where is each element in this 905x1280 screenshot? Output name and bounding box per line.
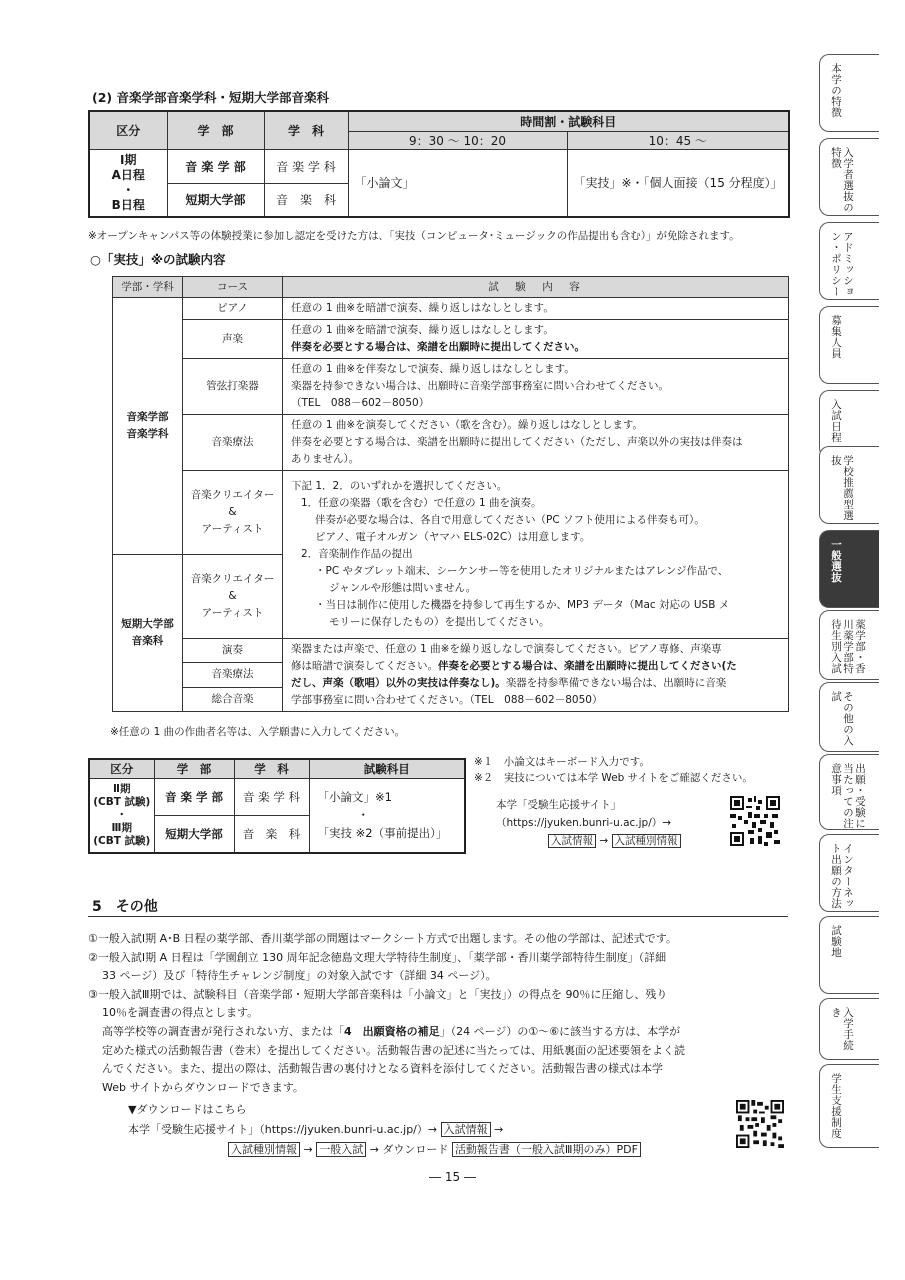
period-cell: Ⅰ期 A日程 ・ B日程: [89, 149, 167, 217]
course-creator-music: 音楽クリエイター & アーティスト: [183, 471, 283, 555]
tab-pharmacy-scholarship[interactable]: 薬学部・香川薬学部特待生別入試: [819, 610, 879, 680]
section-5-title: 5 その他: [92, 899, 158, 915]
link-exam-type-info-2[interactable]: 入試種別情報: [228, 1142, 300, 1157]
content-winds: 任意の 1 曲※を伴奏なしで演奏、繰り返しはなしとします。 楽器を持参できない場合は、出願時に音楽学部事務室に問い合わせてください。 （TEL 088－602－8050）: [283, 359, 789, 415]
practical-content-table: [112, 276, 789, 712]
period-cell-cbt: Ⅱ期 (CBT 試験) ・ Ⅲ期 (CBT 試験): [89, 779, 154, 853]
course-vocal: 声楽: [183, 320, 283, 359]
link-exam-info-2[interactable]: 入試情報: [441, 1122, 491, 1137]
tab-student-support[interactable]: 学生支援制度: [819, 1064, 879, 1148]
side-tabs: [819, 54, 905, 1174]
header-dept: 学部・学科: [113, 277, 183, 298]
link-exam-info[interactable]: 入試情報: [548, 834, 596, 848]
section-divider: [88, 916, 788, 917]
schedule-table: [88, 110, 790, 218]
gakka-music2: 音 楽 学 科: [234, 779, 309, 816]
gakka-junior: 音 楽 科: [264, 183, 348, 217]
page-number: ― 15 ―: [429, 1170, 476, 1184]
gakka-music: 音 楽 学 科: [264, 149, 348, 183]
content-piano: 任意の 1 曲※を暗譜で演奏、繰り返しはなしとします。: [283, 298, 789, 320]
gakubu-music: 音 楽 学 部: [167, 149, 264, 183]
section-title: (2) 音楽学部音楽学科・短期大学部音楽科: [92, 90, 329, 105]
section-5-body: ①一般入試Ⅰ期 A･B 日程の薬学部、香川薬学部の問題はマークシート方式で出題します。その他の学部は、記述式です。 ②一般入試Ⅰ期 A 日程は「学園創立 130 周年記念徳島文理大学特待生制度」、「薬学部・香川薬学部特待生制度」（詳細 33 ページ）及び「特待生チャレンジ制度」の対象入試です（詳細 34 ページ）。 ③一般入試Ⅲ期では、試験科目（音楽学部・短期大学部音楽科は「小論文」と「実技」）の得点を 90％に圧縮し、残り 10％を調査書の得点とします。 高等学校等の調査書が発行されない方、または「4 出願資格の補足」（24 ページ）の①～⑥に該当する方は、本学が 定めた様式の活動報告書（巻末）を提出してください。活動報告書の記述に当たっては、用紙裏面の記述要領をよく読 んでください。また、提出の際は、活動報告書の裏付けとなる資料を添付してください。活動報告書の様式は本学 Web サイトからダウンロードできます。: [88, 932, 685, 1094]
subject-practical: 「実技」※・「個人面接（15 分程度）」: [567, 149, 789, 217]
header-gakubu: 学 部: [167, 111, 264, 149]
tab-admission-policy[interactable]: アドミッション・ポリシー: [819, 222, 879, 300]
header-kubun: 区分: [89, 111, 167, 149]
content-therapy: 任意の 1 曲※を演奏してください（歌を含む）。繰り返しはなしとします。 伴奏を必要とする場合は、楽譜を出願時に提出してください（ただし、声楽以外の実技は伴奏は ありません）。: [283, 415, 789, 471]
header-slot2: 10：45 〜: [567, 131, 789, 149]
course-creator-junior: 音楽クリエイター & アーティスト: [183, 555, 283, 639]
tab-internet-application[interactable]: インターネット出願の方法: [819, 834, 879, 912]
tab-features[interactable]: 本学の特徴: [819, 54, 879, 132]
gakka-junior2: 音 楽 科: [234, 816, 309, 853]
gakubu-junior2: 短期大学部: [154, 816, 234, 853]
composer-note: ※任意の 1 曲の作曲者名等は、入学願書に入力してください。: [110, 726, 406, 738]
tab-other-exams[interactable]: その他の入試: [819, 682, 879, 752]
tab-schedule[interactable]: 入試日程: [819, 390, 879, 458]
course-therapy-junior: 音楽療法: [183, 663, 283, 687]
download-info: ▼ダウンロードはこちら 本学「受験生応援サイト」（https://jyuken.bunri-u.ac.jp/）→ 入試情報 → 入試種別情報 → 一般入試 → ダウンロード 活動報告書（一般入試Ⅲ期のみ）PDF: [128, 1100, 641, 1160]
header-gakka: 学 科: [264, 111, 348, 149]
practical-title: ○「実技」※の試験内容: [90, 252, 226, 267]
course-piano: ピアノ: [183, 298, 283, 320]
dept-junior: 短期大学部 音楽科: [113, 555, 183, 712]
dept-music: 音楽学部 音楽学科: [113, 298, 183, 555]
gakubu-junior: 短期大学部: [167, 183, 264, 217]
course-general: 総合音楽: [183, 687, 283, 711]
link-activity-report-pdf[interactable]: 活動報告書（一般入試Ⅲ期のみ）PDF: [452, 1142, 641, 1157]
course-therapy: 音楽療法: [183, 415, 283, 471]
tab-general-selection[interactable]: 一般選抜: [819, 530, 879, 608]
qr-code-1[interactable]: [730, 796, 780, 846]
tab-capacity[interactable]: 募集人員: [819, 306, 879, 384]
exemption-note: ※オープンキャンパス等の体験授業に参加し認定を受けた方は､「実技（コンピュータ･ミュージックの作品提出も含む）」が免除されます。: [88, 230, 740, 242]
header-slot1: 9：30 〜 10：20: [348, 131, 567, 149]
cbt-table: [88, 758, 466, 854]
link-general-exam[interactable]: 一般入試: [316, 1142, 366, 1157]
link-exam-type-info[interactable]: 入試種別情報: [612, 834, 681, 848]
subject-essay: 「小論文」: [348, 149, 567, 217]
header-gakubu2: 学 部: [154, 759, 234, 779]
content-creator: 下記 1．2．のいずれかを選択してください。 1．任意の楽器（歌を含む）で任意の 1 曲を演奏。 伴奏が必要な場合は、各自で用意してください（PC ソフト使用による伴奏も可）。 ピアノ、電子オルガン（ヤマハ ELS-02C）は用意します。 2．音楽制作作品の提出 ・PC やタブレット端末、シーケンサー等を使用したオリジナルまたはアレンジ作品で、 ジャンルや形態は問いません。 ・当日は制作に使用した機器を持参して再生するか、MP3 データ（Mac 対応の USB メ モリーに保存したもの）を提出してください。: [283, 471, 789, 639]
tab-application-notes[interactable]: 出願・受験に当たっての注意事項: [819, 754, 879, 830]
course-perform: 演奏: [183, 639, 283, 663]
gakubu-music2: 音 楽 学 部: [154, 779, 234, 816]
header-content: 試 験 内 容: [283, 277, 789, 298]
header-course: コース: [183, 277, 283, 298]
content-junior: 楽器または声楽で、任意の 1 曲※を繰り返しなしで演奏してください。ピアノ専修、声楽専 修は暗譜で演奏してください。伴奏を必要とする場合は、楽譜を出願時に提出してください(た だし、声楽（歌唱）以外の実技は伴奏なし)。楽器を持参準備できない場合は、出願時に音楽 学部事務室に問い合わせてください。（TEL 088－602－8050）: [283, 639, 789, 712]
header-gakka2: 学 科: [234, 759, 309, 779]
course-winds: 管弦打楽器: [183, 359, 283, 415]
tab-exam-sites[interactable]: 試験地: [819, 916, 879, 994]
content-vocal: 任意の 1 曲※を暗譜で演奏、繰り返しはなしとします。 伴奏を必要とする場合は、楽譜を出願時に提出してください。: [283, 320, 789, 359]
site-info: 本学「受験生応援サイト」 （https://jyuken.bunri-u.ac.jp/）→ 入試情報 → 入試種別情報: [496, 796, 681, 850]
header-kubun2: 区分: [89, 759, 154, 779]
subject-cbt: 「小論文」※1 ・ 「実技 ※2（事前提出）」: [309, 779, 465, 853]
tab-selection-features[interactable]: 入学者選抜の特徴: [819, 138, 879, 216]
tab-enrollment[interactable]: 入学手続き: [819, 998, 879, 1060]
header-subject2: 試験科目: [309, 759, 465, 779]
qr-code-2[interactable]: [736, 1100, 784, 1148]
footnotes: ※１ 小論文はキーボード入力です。 ※２ 実技については本学 Web サイトをご確認ください。: [474, 756, 753, 784]
header-schedule: 時間割・試験科目: [348, 111, 789, 131]
tab-school-recommendation[interactable]: 学校推薦型選抜: [819, 446, 879, 524]
